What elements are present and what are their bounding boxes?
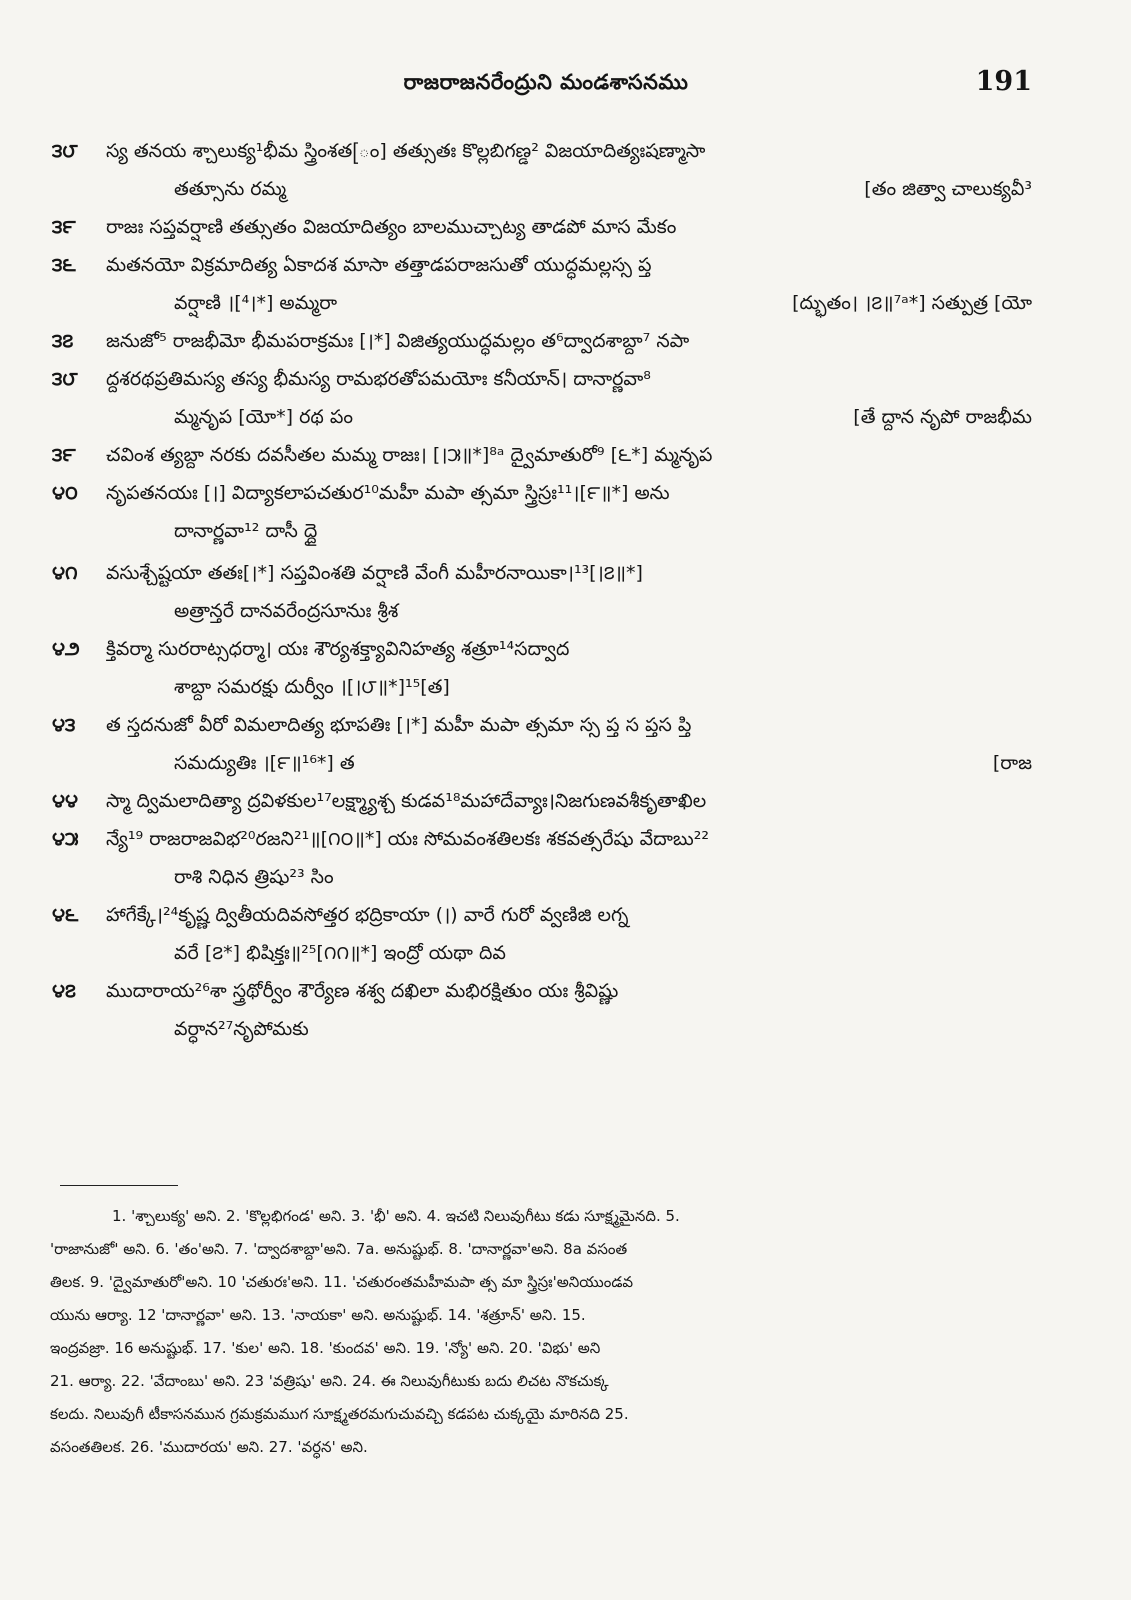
line-text-right: [తం జిత్వా చాలుక్యవీ³ xyxy=(864,178,1032,200)
line-number: ౩౯ xyxy=(52,216,76,238)
line-number: ౩౮ xyxy=(52,368,78,390)
line-number: ౪౩ xyxy=(52,714,76,736)
line-text: స్య తనయ శ్చాలుక్య¹భీమ స్త్రింశత[ం] తత్సుతః కొల్లబిగణ్డ² విజయాదిత్యఃషణ్మాసా xyxy=(106,140,706,162)
text-line xyxy=(52,436,1032,474)
line-text-right: [తే ద్దాన నృపో రాజభీమ xyxy=(853,406,1032,428)
text-line xyxy=(52,170,1032,208)
line-text: హాగేక్కే।²⁴కృష్ణ ద్వితీయదివసోత్తర భద్రికాయా (।) వారే గురో వ్వణిజి లగ్న xyxy=(106,904,629,926)
page-header xyxy=(60,66,1032,110)
line-text: వసుశ్చేష్టయా తతః[।*] సప్తవింశతి వర్షాణి వేంగీ మహీరనాయికా।¹³[।౭॥*] xyxy=(106,562,643,584)
line-number: ౪౫ xyxy=(52,828,79,850)
line-text: తత్సూను రమ్మ xyxy=(174,178,287,200)
line-text: స్మా ద్విమలాదిత్యా ద్రవిళకుల¹⁷లక్ష్మ్యాశ్చ కుడవ¹⁸మహాదేవ్యాః।నిజగుణవశీకృతాఖిల xyxy=(106,790,707,812)
line-text-right: [రాజ xyxy=(992,752,1032,774)
text-line xyxy=(52,972,1032,1010)
line-number: ౩౮ xyxy=(52,140,78,162)
footnote-line: 1. 'శ్చాలుక్య' అని. 2. 'కొల్లభిగండ' అని. 3. 'భీ' అని. 4. ఇచటి నిలువుగీటు కడు సూక్ష్మమైనది. 5. xyxy=(112,1207,680,1225)
footnote-line: యును ఆర్యా. 12 'దానార్ణవా' అని. 13. 'నాయకా' అని. అనుష్టుభ్. 14. 'శత్రూన్' అని. 15. xyxy=(50,1306,586,1324)
page-number: 191 xyxy=(975,66,1032,97)
line-text: వర్షాణి ।[⁴।*] అమ్మరా xyxy=(174,292,337,314)
text-line xyxy=(52,208,1032,246)
text-line xyxy=(52,706,1032,744)
line-text: నృపతనయః [।] విద్యాకలాపచతుర¹⁰మహీ మపా త్సమా స్త్రిస్రః¹¹।[౯॥*] అను xyxy=(106,482,670,504)
line-number: ౪౦ xyxy=(52,482,78,504)
line-text: మతనయో విక్రమాదిత్య ఏకాదశ మాసా తత్తాడపరాజసుతో యుద్ధమల్లస్స ప్త xyxy=(106,254,652,276)
text-line xyxy=(52,474,1032,512)
text-line xyxy=(52,132,1032,170)
line-text: రాజః సప్తవర్షాణి తత్సుతం విజయాదిత్యం బాలముచ్చాట్య తాడపో మాస మేకం xyxy=(106,216,677,238)
footnote-line: ఇంద్రవజ్రా. 16 అనుష్టుభ్. 17. 'కుల' అని. 18. 'కుందవ' అని. 19. 'న్యో' అని. 20. 'విభు' అని xyxy=(50,1339,601,1357)
line-text: వర్ధాన²⁷నృపోమకు xyxy=(174,1018,309,1040)
footnote-line: వసంతతిలక. 26. 'ముదారయ' అని. 27. 'వర్ధన' అని. xyxy=(50,1438,368,1456)
text-line xyxy=(52,592,1032,630)
text-line xyxy=(52,1010,1032,1048)
text-line xyxy=(52,322,1032,360)
line-number: ౪౧ xyxy=(52,562,78,584)
line-number: ౩౬ xyxy=(52,254,76,276)
text-line xyxy=(52,668,1032,706)
inscription-text xyxy=(52,132,1032,1048)
line-number: ౪౭ xyxy=(52,980,76,1002)
text-line xyxy=(52,512,1032,550)
text-line xyxy=(52,934,1032,972)
line-text: చవింశ త్యబ్దా నరకు దవసీతల మమ్మ రాజః। [।౫॥*]⁸ᵃ ద్వైమాతురో⁹ [౬*] మ్మనృప xyxy=(106,444,713,466)
text-line xyxy=(52,896,1032,934)
footnote-divider xyxy=(60,1185,178,1186)
line-text: అత్రాన్తరే దానవరేంద్రసూనుః శ్రీశ xyxy=(174,600,399,622)
text-line xyxy=(52,360,1032,398)
text-line xyxy=(52,782,1032,820)
line-number: ౪౪ xyxy=(52,790,79,812)
footnote-line: కలదు. నిలువుగీ టీకాసనమున గ్రమక్రమముగ సూక్ష్మతరమగుచువచ్చి కడపట చుక్కయై మారినది 25. xyxy=(50,1405,629,1423)
text-line xyxy=(52,820,1032,858)
line-text: శాబ్దా సమరక్షు దుర్వీం ।[।౮॥*]¹⁵[త] xyxy=(174,676,450,698)
line-text: ద్దశరథప్రతిమస్య తస్య భీమస్య రామభరతోపమయోః కనీయాన్। దానార్ణవా⁸ xyxy=(106,368,651,390)
line-text: క్తివర్మా సురరాట్సధర్మా। యః శౌర్యశక్త్యావినిహత్య శత్రూ¹⁴సద్వాద xyxy=(106,638,570,660)
line-text: న్యే¹⁹ రాజరాజవిభ²⁰రజని²¹॥[౧౦॥*] యః సోమవంశతిలకః శకవత్సరేషు వేదాబు²² xyxy=(106,828,709,850)
text-line xyxy=(52,858,1032,896)
line-number: ౪౬ xyxy=(52,904,79,926)
line-text: దానార్ణవా¹² దాసీ ద్దై xyxy=(174,520,318,542)
line-text: సమద్యుతిః ।[౯॥¹⁶*] త xyxy=(174,752,355,774)
line-text: రాశి నిధిన త్రిషు²³ సిం xyxy=(174,866,334,888)
text-line xyxy=(52,554,1032,592)
line-number: ౪౨ xyxy=(52,638,80,660)
line-text: ముదారాయ²⁶శా స్త్రథోర్వీం శౌర్యేణ శశ్వ దఖిలా మభిరక్షితుం యః శ్రీవిష్ణు xyxy=(106,980,619,1002)
footnotes xyxy=(50,1200,1035,1464)
text-line xyxy=(52,246,1032,284)
line-text: జనుజో⁵ రాజభీమో భీమపరాక్రమః [।*] విజిత్యయుద్ధమల్లం త⁶ద్వాదశాబ్దా⁷ నపా xyxy=(106,330,690,352)
text-line xyxy=(52,630,1032,668)
text-line xyxy=(52,744,1032,782)
line-text: త స్తదనుజో వీరో విమలాదిత్య భూపతిః [।*] మహీ మపా త్సమా స్స ప్త స ప్తస ప్తి xyxy=(106,714,692,736)
line-text-right: [ద్భుతం। ।౭॥⁷ᵃ*] సత్పుత్ర [యో xyxy=(792,292,1032,314)
running-title: రాజరాజనరేంద్రుని మండశాసనము xyxy=(403,70,689,94)
text-line xyxy=(52,284,1032,322)
line-text: వరే [౭*] భిషిక్తః॥²⁵[౧౧॥*] ఇంద్రో యథా దివ xyxy=(174,942,506,964)
line-number: ౩౭ xyxy=(52,330,74,352)
line-number: ౩౯ xyxy=(52,444,76,466)
footnote-line: 'రాజానుజో' అని. 6. 'తం'అని. 7. 'ద్వాదశాబ్దా'అని. 7a. అనుష్టుభ్. 8. 'దానార్ణవా'అని. 8a వసంత xyxy=(50,1240,628,1258)
footnote-line: 21. ఆర్యా. 22. 'వేదాంబు' అని. 23 'వత్రిషు' అని. 24. ఈ నిలువుగీటుకు బదు లిచట నొకచుక్క xyxy=(50,1372,609,1390)
footnote-line: తిలక. 9. 'ద్వైమాతురో'అని. 10 'చతురః'అని. 11. 'చతురంతమహీమపా త్స మా స్త్రిస్రః'అనియుండవ xyxy=(50,1273,634,1291)
line-text: మ్మనృప [యో*] రథ పం xyxy=(174,406,353,428)
text-line xyxy=(52,398,1032,436)
